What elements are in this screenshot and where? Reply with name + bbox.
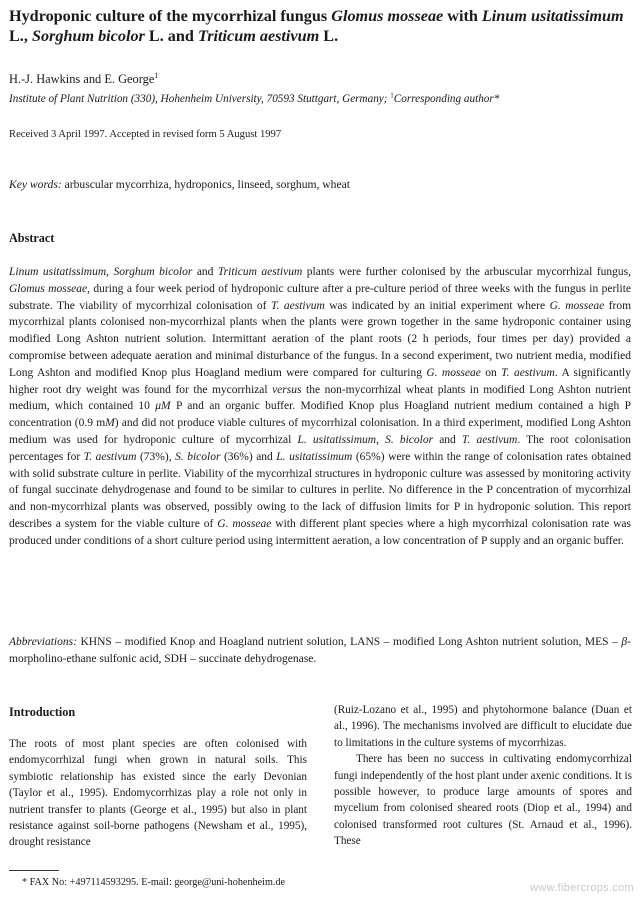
abstract-text: ) and did not produce viable cultures of mycorrhizal colonisation. In a third experiment, modified Long Ashton medium was used for hydroponic culture of mycorrhizal (9, 417, 632, 446)
title-text: L. and (144, 27, 198, 45)
footnote: * FAX No: +497114593295. E-mail: george@uni-hohenheim.de (22, 877, 286, 888)
species-name: Glomus mosseae (9, 282, 88, 295)
abstract-text: plants were further colonised by the arbuscular mycorrhizal fungus, (302, 266, 632, 278)
title-text: L., (9, 27, 32, 45)
title-species: Triticum aestivum (197, 27, 320, 45)
title-fungus: Glomus mosseae (331, 7, 444, 25)
abstract-text: . The root colonisation percentages for (9, 433, 631, 463)
species-name: L. usitatissimum (297, 433, 377, 446)
abstract-text: , (106, 266, 114, 278)
species-name: G. mosseae (426, 366, 481, 379)
abstract-text: (73%), (136, 450, 176, 463)
emphasis-text: versus (272, 383, 302, 396)
abbreviations-text: -morpholino-ethane sulfonic acid, SDH – succinate dehydrogenase. (9, 636, 631, 665)
abstract-text: (65%) were within the range of colonisation rates obtained with solid substrate culture in perlite. Viability of the mycorrhizal structures in hydroponic culture was assessed by monitoring activity of fungal succinate dehydrogenase and found to be similar to cultures in perlite. No difference in the P concentration of mycorrhizal and non-mycorrhizal plants was observed, possibly owing to the lack of diffusion limits for P in hydroponic solution. This report describes a system for the viable culture of (9, 450, 631, 530)
watermark: www.fibercrops.com (530, 882, 634, 894)
keywords-label: Key words: (9, 178, 62, 191)
introduction-column-right (334, 702, 632, 850)
title-text: L. (319, 27, 339, 45)
abstract-text: , during a four week period of hydroponic culture after a pre-culture period of three weeks with the fungus in perlite substrate. The viability of mycorrhizal colonisation of (9, 282, 631, 312)
introduction-heading: Introduction (9, 705, 76, 719)
abstract-text: and (192, 266, 218, 278)
received-dates: Received 3 April 1997. Accepted in revised form 5 August 1997 (9, 129, 282, 140)
greek-symbol: β (621, 636, 628, 648)
corresponding-author-note: Corresponding author* (393, 93, 500, 105)
keywords-text: arbuscular mycorrhiza, hydroponics, linseed, sorghum, wheat (61, 178, 350, 191)
introduction-column-left: The roots of most plant species are often colonised with endomycorrhizal fungi when grown in natural soils. This symbiotic relationship has existed since the early Devonian (Taylor et al., 1995). Endomycorrhizas play a role not only in nutrient transfer to plants (George et al., 1995) but also in plant resistance against soil-borne pathogens (Newsham et al., 1995), drought resistance (9, 738, 307, 849)
abstract-text: P and an organic buffer. Modified Knop plus Hoagland nutrient medium contained a high P concentration (0.9 m (9, 400, 631, 430)
title-text: with (443, 7, 482, 25)
author-marker: 1 (154, 70, 159, 80)
affiliation-text: Institute of Plant Nutrition (330), Hohenheim University, 70593 Stuttgart, Germany; (9, 93, 391, 105)
abstract-text: on (480, 366, 502, 379)
footnote-divider (9, 870, 59, 871)
title-species: Sorghum bicolor (31, 27, 145, 45)
abstract-text: . A significantly higher root dry weight was found for the mycorrhizal (9, 366, 631, 396)
species-name: G. mosseae (549, 299, 605, 312)
title-text: Hydroponic culture of the mycorrhizal fungus (9, 7, 332, 25)
abbreviations-label: Abbreviations: (9, 636, 77, 648)
unit-text: μM (155, 400, 171, 413)
species-name: T. aestivum (83, 450, 137, 463)
species-name: Linum usitatissimum (9, 266, 107, 278)
paper-title (9, 6, 629, 46)
species-name: T. aestivum (501, 366, 555, 379)
abbreviations (9, 634, 631, 668)
species-name: T. aestivum (461, 433, 518, 446)
species-name: T. aestivum (270, 299, 325, 312)
species-name: L. usitatissimum (276, 450, 353, 463)
abstract-body (9, 264, 631, 550)
species-name: Sorghum bicolor (113, 266, 193, 278)
abstract-text: from mycorrhizal plants colonised non-mycorrhizal plants when the plants were grown together in the same hydroponic container using modified Long Ashton nutrient solution. Intermittant aeration of the plant roots (2 h periods, four times per day) provided a compromise between adequate aeration and minimal disturbance of the fungus. In a second experiment, two nutrient media, modified Long Ashton and modified Knop plus Hoagland medium were compared for culturing (9, 299, 632, 379)
keywords (9, 178, 629, 192)
abstract-text: was indicated by an initial experiment where (324, 299, 550, 312)
abstract-text: (36%) and (220, 450, 277, 463)
species-name: S. bicolor (175, 450, 221, 463)
species-name: Triticum aestivum (217, 266, 303, 278)
introduction-paragraph: There has been no success in cultivating endomycorrhizal fungi independently of the host plant under axenic conditions. It is possible however, to produce large amounts of spores and mycelium from colonised sheared roots (Diop et al., 1994) and colonised transformed root cultures (St. Arnaud et al., 1996). These (334, 753, 632, 848)
abbreviations-text: KHNS – modified Knop and Hoagland nutrient solution, LANS – modified Long Ashton nutrient solution, MES – (76, 636, 622, 648)
abstract-text: the non-mycorrhizal wheat plants in modified Long Ashton nutrient medium, which contained 10 (9, 383, 631, 413)
author-list (9, 72, 629, 87)
abstract-text: with different plant species where a high mycorrhizal colonisation rate was produced under conditions of a short culture period using intermittent aeration, a low concentration of P supply and an organic buffer. (9, 517, 632, 547)
author-names: H.-J. Hawkins and E. George (9, 72, 155, 86)
abstract-heading: Abstract (9, 231, 55, 245)
abstract-text: and (433, 433, 462, 446)
species-name: G. mosseae (217, 517, 272, 530)
introduction-paragraph: (Ruiz-Lozano et al., 1995) and phytohormone balance (Duan et al., 1996). The mechanisms involved are difficult to elucidate due to limitations in the culture systems of mycorrhizas. (334, 704, 632, 749)
species-name: S. bicolor (385, 433, 434, 446)
title-species: Linum usitatissimum (481, 7, 624, 25)
abstract-text: , (376, 433, 386, 446)
affiliation-marker: 1 (390, 91, 394, 100)
unit-text: M (105, 417, 115, 430)
affiliation (9, 92, 634, 106)
